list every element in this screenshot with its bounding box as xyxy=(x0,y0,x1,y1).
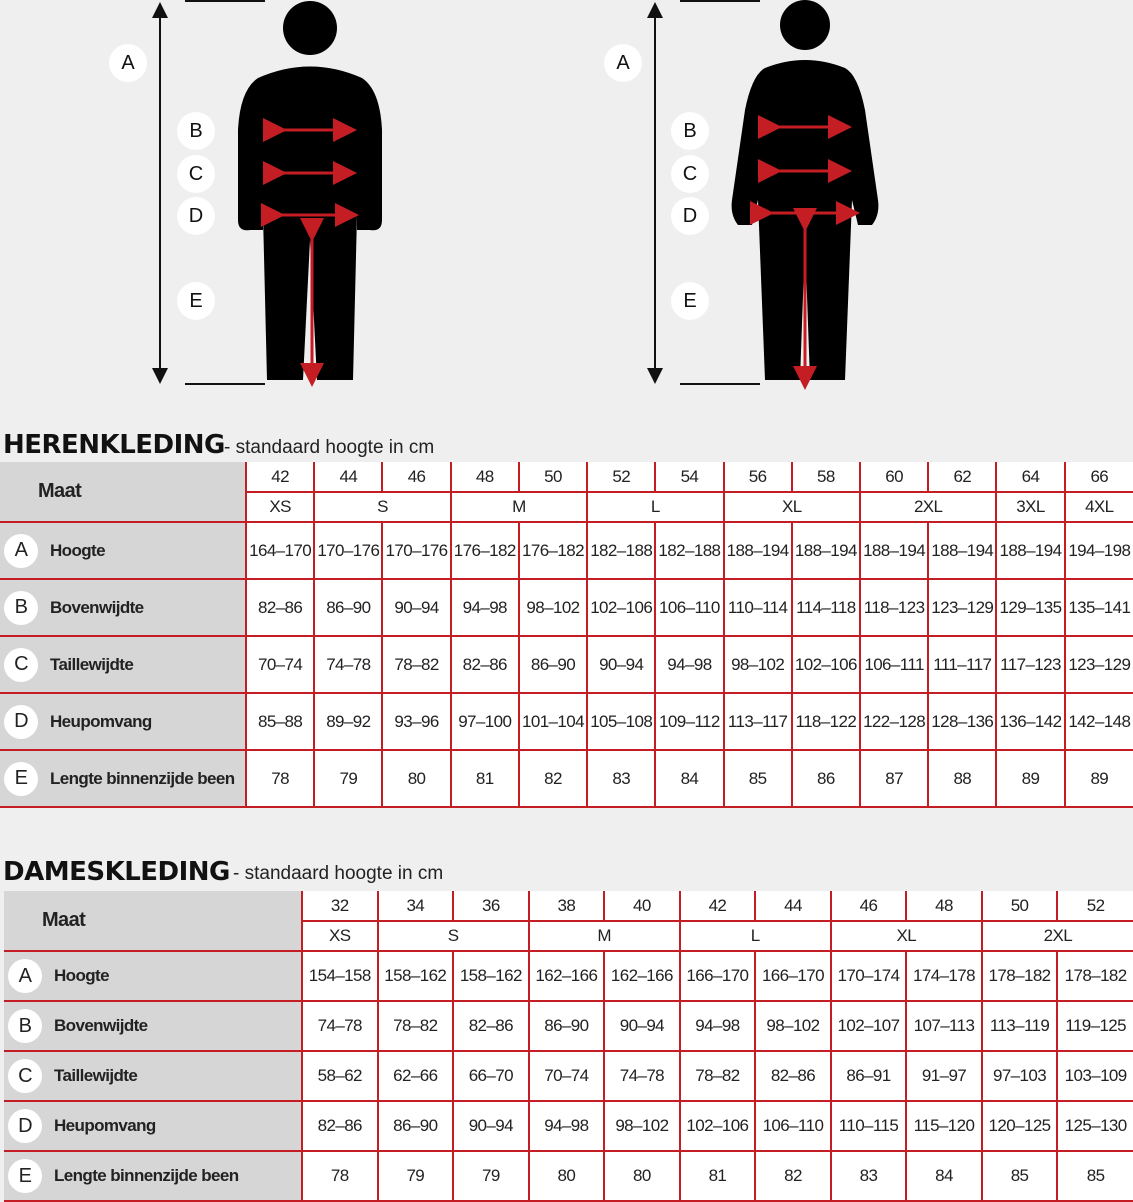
value-cell: 170–174 xyxy=(831,951,907,1001)
maat-header-cell xyxy=(0,462,246,522)
value-cell: 115–120 xyxy=(906,1101,982,1151)
letter-d-badge: D xyxy=(671,197,709,235)
row-letter-badge: C xyxy=(8,1059,42,1093)
row-letter-badge: B xyxy=(4,591,38,625)
table-row xyxy=(4,1001,1133,1051)
men-figure xyxy=(95,0,595,400)
value-cell: 62–66 xyxy=(378,1051,454,1101)
value-cell: 90–94 xyxy=(453,1101,529,1151)
value-cell: 158–162 xyxy=(378,951,454,1001)
row-label-cell xyxy=(0,579,246,636)
value-cell: 142–148 xyxy=(1065,693,1133,750)
row-label: Hoogte xyxy=(54,966,109,985)
value-cell: 98–102 xyxy=(519,579,587,636)
value-cell: 164–170 xyxy=(246,522,314,579)
value-cell: 178–182 xyxy=(1057,951,1133,1001)
row-label: Heupomvang xyxy=(50,711,152,731)
value-cell: 78–82 xyxy=(680,1051,756,1101)
value-cell: 82–86 xyxy=(755,1051,831,1101)
maat-label: Maat xyxy=(42,909,86,931)
value-cell: 110–115 xyxy=(831,1101,907,1151)
size-number-cell: 66 xyxy=(1065,462,1133,492)
value-cell: 79 xyxy=(453,1151,529,1201)
value-cell: 86–90 xyxy=(519,636,587,693)
row-label: Lengte binnenzijde been xyxy=(54,1166,239,1185)
size-number-cell: 52 xyxy=(587,462,655,492)
size-number-cell: 50 xyxy=(982,891,1058,921)
row-letter-badge: D xyxy=(8,1109,42,1143)
value-cell: 102–107 xyxy=(831,1001,907,1051)
size-number-cell: 40 xyxy=(604,891,680,921)
value-cell: 80 xyxy=(604,1151,680,1201)
size-group-cell: XS xyxy=(302,921,378,951)
row-letter-badge: C xyxy=(4,648,38,682)
row-label: Bovenwijdte xyxy=(54,1016,148,1035)
size-number-cell: 60 xyxy=(860,462,928,492)
value-cell: 82 xyxy=(519,750,587,807)
row-label-cell xyxy=(4,1151,302,1201)
value-cell: 74–78 xyxy=(604,1051,680,1101)
value-cell: 105–108 xyxy=(587,693,655,750)
maat-label: Maat xyxy=(38,480,82,502)
value-cell: 78 xyxy=(302,1151,378,1201)
value-cell: 84 xyxy=(655,750,723,807)
table-row xyxy=(0,750,1133,807)
size-group-cell: 2XL xyxy=(982,921,1133,951)
women-size-table xyxy=(4,891,1133,1202)
value-cell: 176–182 xyxy=(451,522,519,579)
value-cell: 128–136 xyxy=(928,693,996,750)
value-cell: 70–74 xyxy=(246,636,314,693)
size-group-cell: XL xyxy=(724,492,860,522)
value-cell: 83 xyxy=(831,1151,907,1201)
value-cell: 82–86 xyxy=(451,636,519,693)
size-group-cell: M xyxy=(529,921,680,951)
value-cell: 113–117 xyxy=(724,693,792,750)
size-number-cell: 32 xyxy=(302,891,378,921)
value-cell: 166–170 xyxy=(755,951,831,1001)
letter-c-badge: C xyxy=(177,155,215,193)
value-cell: 188–194 xyxy=(792,522,860,579)
value-cell: 178–182 xyxy=(982,951,1058,1001)
value-cell: 94–98 xyxy=(655,636,723,693)
value-cell: 188–194 xyxy=(724,522,792,579)
value-cell: 119–125 xyxy=(1057,1001,1133,1051)
value-cell: 166–170 xyxy=(680,951,756,1001)
value-cell: 78 xyxy=(246,750,314,807)
value-cell: 80 xyxy=(529,1151,605,1201)
value-cell: 102–106 xyxy=(792,636,860,693)
women-figure xyxy=(590,0,1090,400)
value-cell: 84 xyxy=(906,1151,982,1201)
value-cell: 91–97 xyxy=(906,1051,982,1101)
value-cell: 162–166 xyxy=(604,951,680,1001)
value-cell: 188–194 xyxy=(996,522,1064,579)
value-cell: 188–194 xyxy=(928,522,996,579)
value-cell: 136–142 xyxy=(996,693,1064,750)
value-cell: 162–166 xyxy=(529,951,605,1001)
size-group-cell: 3XL xyxy=(996,492,1064,522)
value-cell: 86 xyxy=(792,750,860,807)
value-cell: 82–86 xyxy=(302,1101,378,1151)
value-cell: 81 xyxy=(451,750,519,807)
row-label: Taillewijdte xyxy=(54,1066,138,1085)
value-cell: 182–188 xyxy=(655,522,723,579)
size-group-cell: S xyxy=(378,921,529,951)
value-cell: 89 xyxy=(996,750,1064,807)
value-cell: 98–102 xyxy=(755,1001,831,1051)
men-size-table xyxy=(0,462,1133,808)
size-number-cell: 38 xyxy=(529,891,605,921)
value-cell: 117–123 xyxy=(996,636,1064,693)
value-cell: 66–70 xyxy=(453,1051,529,1101)
value-cell: 82 xyxy=(755,1151,831,1201)
value-cell: 154–158 xyxy=(302,951,378,1001)
value-cell: 74–78 xyxy=(302,1001,378,1051)
size-number-cell: 50 xyxy=(519,462,587,492)
value-cell: 80 xyxy=(382,750,450,807)
row-label-cell xyxy=(4,1001,302,1051)
row-label-cell xyxy=(0,522,246,579)
value-cell: 70–74 xyxy=(529,1051,605,1101)
row-label-cell xyxy=(4,1101,302,1151)
value-cell: 102–106 xyxy=(587,579,655,636)
letter-a-badge: A xyxy=(604,44,642,82)
letter-a-badge: A xyxy=(109,44,147,82)
value-cell: 188–194 xyxy=(860,522,928,579)
value-cell: 103–109 xyxy=(1057,1051,1133,1101)
value-cell: 109–112 xyxy=(655,693,723,750)
row-letter-badge: D xyxy=(4,705,38,739)
size-number-cell: 42 xyxy=(680,891,756,921)
row-label: Hoogte xyxy=(50,540,105,560)
value-cell: 81 xyxy=(680,1151,756,1201)
value-cell: 89 xyxy=(1065,750,1133,807)
letter-e-badge: E xyxy=(177,282,215,320)
table-row xyxy=(0,636,1133,693)
size-group-cell: XL xyxy=(831,921,982,951)
value-cell: 79 xyxy=(314,750,382,807)
row-label-cell xyxy=(4,951,302,1001)
row-letter-badge: E xyxy=(8,1159,42,1193)
table-row xyxy=(4,1151,1133,1201)
women-silhouette-diagram xyxy=(590,0,1090,400)
value-cell: 110–114 xyxy=(724,579,792,636)
men-section-subtitle: - standaard hoogte in cm xyxy=(224,437,435,458)
value-cell: 78–82 xyxy=(382,636,450,693)
row-label: Taillewijdte xyxy=(50,654,134,674)
value-cell: 82–86 xyxy=(246,579,314,636)
table-row xyxy=(0,693,1133,750)
row-label-cell xyxy=(0,693,246,750)
maat-header-cell xyxy=(4,891,302,951)
value-cell: 114–118 xyxy=(792,579,860,636)
size-group-cell: S xyxy=(314,492,450,522)
value-cell: 174–178 xyxy=(906,951,982,1001)
row-letter-badge: A xyxy=(8,959,42,993)
value-cell: 85 xyxy=(982,1151,1058,1201)
women-section-title: DAMESKLEDING xyxy=(3,857,230,887)
value-cell: 97–100 xyxy=(451,693,519,750)
value-cell: 85 xyxy=(724,750,792,807)
table-row xyxy=(0,522,1133,579)
value-cell: 58–62 xyxy=(302,1051,378,1101)
value-cell: 89–92 xyxy=(314,693,382,750)
value-cell: 123–129 xyxy=(1065,636,1133,693)
value-cell: 176–182 xyxy=(519,522,587,579)
value-cell: 94–98 xyxy=(451,579,519,636)
table-row xyxy=(4,951,1133,1001)
value-cell: 106–110 xyxy=(755,1101,831,1151)
value-cell: 107–113 xyxy=(906,1001,982,1051)
value-cell: 98–102 xyxy=(604,1101,680,1151)
value-cell: 94–98 xyxy=(529,1101,605,1151)
size-group-cell: XS xyxy=(246,492,314,522)
size-group-cell: L xyxy=(587,492,723,522)
value-cell: 111–117 xyxy=(928,636,996,693)
size-group-cell: 4XL xyxy=(1065,492,1133,522)
value-cell: 83 xyxy=(587,750,655,807)
row-label: Lengte binnenzijde been xyxy=(50,768,235,788)
value-cell: 86–91 xyxy=(831,1051,907,1101)
value-cell: 170–176 xyxy=(314,522,382,579)
size-number-cell: 54 xyxy=(655,462,723,492)
value-cell: 93–96 xyxy=(382,693,450,750)
letter-d-badge: D xyxy=(177,197,215,235)
size-number-cell: 52 xyxy=(1057,891,1133,921)
value-cell: 74–78 xyxy=(314,636,382,693)
value-cell: 101–104 xyxy=(519,693,587,750)
value-cell: 122–128 xyxy=(860,693,928,750)
row-label-cell xyxy=(4,1051,302,1101)
size-number-cell: 48 xyxy=(451,462,519,492)
value-cell: 82–86 xyxy=(453,1001,529,1051)
value-cell: 87 xyxy=(860,750,928,807)
size-number-cell: 44 xyxy=(755,891,831,921)
size-number-cell: 56 xyxy=(724,462,792,492)
value-cell: 90–94 xyxy=(604,1001,680,1051)
value-cell: 118–122 xyxy=(792,693,860,750)
row-letter-badge: B xyxy=(8,1009,42,1043)
size-number-cell: 46 xyxy=(382,462,450,492)
size-number-cell: 64 xyxy=(996,462,1064,492)
value-cell: 158–162 xyxy=(453,951,529,1001)
men-silhouette-diagram xyxy=(95,0,595,400)
size-number-cell: 46 xyxy=(831,891,907,921)
table-row xyxy=(0,579,1133,636)
value-cell: 79 xyxy=(378,1151,454,1201)
value-cell: 118–123 xyxy=(860,579,928,636)
value-cell: 113–119 xyxy=(982,1001,1058,1051)
row-label: Heupomvang xyxy=(54,1116,156,1135)
value-cell: 85–88 xyxy=(246,693,314,750)
letter-b-badge: B xyxy=(671,112,709,150)
table-row xyxy=(4,1101,1133,1151)
men-section-title: HERENKLEDING xyxy=(3,430,225,460)
value-cell: 97–103 xyxy=(982,1051,1058,1101)
row-letter-badge: A xyxy=(4,534,38,568)
value-cell: 120–125 xyxy=(982,1101,1058,1151)
value-cell: 106–110 xyxy=(655,579,723,636)
value-cell: 123–129 xyxy=(928,579,996,636)
size-group-cell: M xyxy=(451,492,587,522)
value-cell: 86–90 xyxy=(314,579,382,636)
size-number-cell: 42 xyxy=(246,462,314,492)
table-row xyxy=(4,1051,1133,1101)
size-number-cell: 36 xyxy=(453,891,529,921)
value-cell: 90–94 xyxy=(587,636,655,693)
value-cell: 88 xyxy=(928,750,996,807)
letter-e-badge: E xyxy=(671,282,709,320)
value-cell: 129–135 xyxy=(996,579,1064,636)
women-section-subtitle: - standaard hoogte in cm xyxy=(233,863,444,884)
value-cell: 170–176 xyxy=(382,522,450,579)
value-cell: 85 xyxy=(1057,1151,1133,1201)
value-cell: 86–90 xyxy=(529,1001,605,1051)
value-cell: 182–188 xyxy=(587,522,655,579)
size-group-cell: L xyxy=(680,921,831,951)
row-letter-badge: E xyxy=(4,762,38,796)
value-cell: 106–111 xyxy=(860,636,928,693)
value-cell: 78–82 xyxy=(378,1001,454,1051)
size-number-cell: 44 xyxy=(314,462,382,492)
letter-c-badge: C xyxy=(671,155,709,193)
size-group-cell: 2XL xyxy=(860,492,996,522)
value-cell: 98–102 xyxy=(724,636,792,693)
size-number-cell: 48 xyxy=(906,891,982,921)
row-label-cell xyxy=(0,636,246,693)
value-cell: 194–198 xyxy=(1065,522,1133,579)
value-cell: 90–94 xyxy=(382,579,450,636)
value-cell: 125–130 xyxy=(1057,1101,1133,1151)
value-cell: 94–98 xyxy=(680,1001,756,1051)
size-number-cell: 58 xyxy=(792,462,860,492)
row-label: Bovenwijdte xyxy=(50,597,144,617)
row-label-cell xyxy=(0,750,246,807)
size-number-cell: 62 xyxy=(928,462,996,492)
letter-b-badge: B xyxy=(177,112,215,150)
value-cell: 102–106 xyxy=(680,1101,756,1151)
value-cell: 86–90 xyxy=(378,1101,454,1151)
value-cell: 135–141 xyxy=(1065,579,1133,636)
size-number-cell: 34 xyxy=(378,891,454,921)
